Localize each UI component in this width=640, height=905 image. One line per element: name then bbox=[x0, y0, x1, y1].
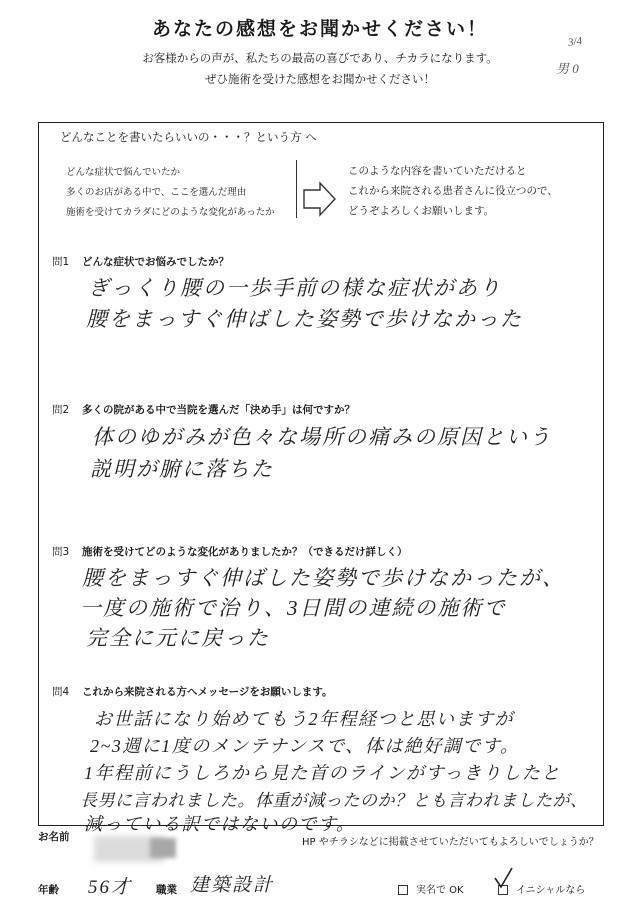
guide-divider bbox=[296, 160, 297, 218]
name-label: お名前 bbox=[38, 831, 70, 843]
arrow-right-icon bbox=[302, 180, 338, 218]
answer-1-line: ぎっくり腰の一歩手前の様な症状があり bbox=[88, 276, 502, 300]
guide-right-line: これから来院される患者さんに役立つので、 bbox=[348, 185, 558, 197]
name-redaction bbox=[150, 838, 176, 858]
option-initials-label: イニシャルなら bbox=[516, 885, 586, 896]
question-number: 問3 bbox=[52, 546, 70, 558]
option-real-name-label: 実名で OK bbox=[416, 885, 464, 896]
question-text: 施術を受けてどのような変化がありましたか？（できるだけ詳しく） bbox=[82, 546, 408, 558]
question-text: これから来院される方へメッセージをお願いします。 bbox=[82, 686, 333, 698]
answer-1-line: 腰をまっすぐ伸ばした姿勢で歩けなかった bbox=[86, 307, 523, 331]
page-count-note: 3/4 bbox=[567, 35, 583, 49]
question-3 bbox=[52, 544, 408, 559]
question-number: 問2 bbox=[52, 404, 70, 416]
page-title: あなたの感想をお聞かせください！ bbox=[151, 18, 488, 40]
guide-right-line: このような内容を書いていただけると bbox=[348, 165, 527, 177]
answer-2-line: 説明が腑に落ちた bbox=[90, 457, 274, 481]
answer-3-line: 腰をまっすぐ伸ばした姿勢で歩けなかったが、 bbox=[82, 566, 565, 590]
answer-4-line: 1年程前にうしろから見た首のラインがすっきりしたと bbox=[84, 763, 561, 783]
hp-permission-question: HP やチラシなどに掲載させていただいてもよろしいでしょうか？ bbox=[302, 837, 599, 848]
subtitle-line-1: お客様からの声が、私たちの最高の喜びであり、チカラになります。 bbox=[142, 51, 498, 65]
answer-2-line: 体のゆがみが色々な場所の痛みの原因という bbox=[92, 425, 552, 449]
answer-4-line: お世話になり始めてもう2年程経つと思いますが bbox=[94, 709, 514, 729]
question-text: 多くの院がある中で当院を選んだ「決め手」は何ですか？ bbox=[82, 404, 355, 416]
guide-right-line: どうぞよろしくお願いします。 bbox=[348, 205, 495, 217]
occupation-label: 職業 bbox=[156, 884, 177, 896]
guide-item: 施術を受けてカラダにどのような変化があったか bbox=[66, 207, 275, 218]
question-4 bbox=[52, 684, 333, 699]
answer-3-line: 完全に元に戻った bbox=[86, 626, 270, 650]
question-number: 問1 bbox=[52, 256, 70, 268]
question-1 bbox=[52, 254, 229, 269]
gender-note: 男 0 bbox=[556, 61, 579, 76]
question-text: どんな症状でお悩みでしたか？ bbox=[82, 256, 229, 268]
checkmark-icon bbox=[492, 866, 514, 890]
age-value: 56才 bbox=[88, 877, 133, 898]
answer-3-line: 一度の施術で治り、3日間の連続の施術で bbox=[80, 596, 507, 620]
age-label: 年齢 bbox=[38, 884, 59, 896]
subtitle-line-2: ぜひ施術を受けた感想をお聞かせください！ bbox=[205, 72, 435, 86]
option-real-name[interactable] bbox=[398, 881, 464, 896]
answer-4-line: 減っている訳ではないのです。 bbox=[84, 814, 356, 834]
answer-4-line: 2~3週に1度のメンテナンスで、体は絶好調です。 bbox=[90, 736, 520, 756]
guide-item: 多くのお店がある中で、ここを選んだ理由 bbox=[66, 187, 247, 198]
occupation-value: 建築設計 bbox=[190, 875, 275, 896]
question-number: 問4 bbox=[52, 686, 70, 698]
question-2 bbox=[52, 402, 355, 417]
checkbox-icon[interactable] bbox=[398, 885, 408, 895]
guide-item: どんな症状で悩んでいたか bbox=[66, 167, 181, 178]
answer-4-line: 長男に言われました。体重が減ったのか？とも言われましたが、 bbox=[80, 791, 588, 810]
guide-heading: どんなことを書いたらいいの・・・？という方 へ bbox=[60, 130, 317, 144]
